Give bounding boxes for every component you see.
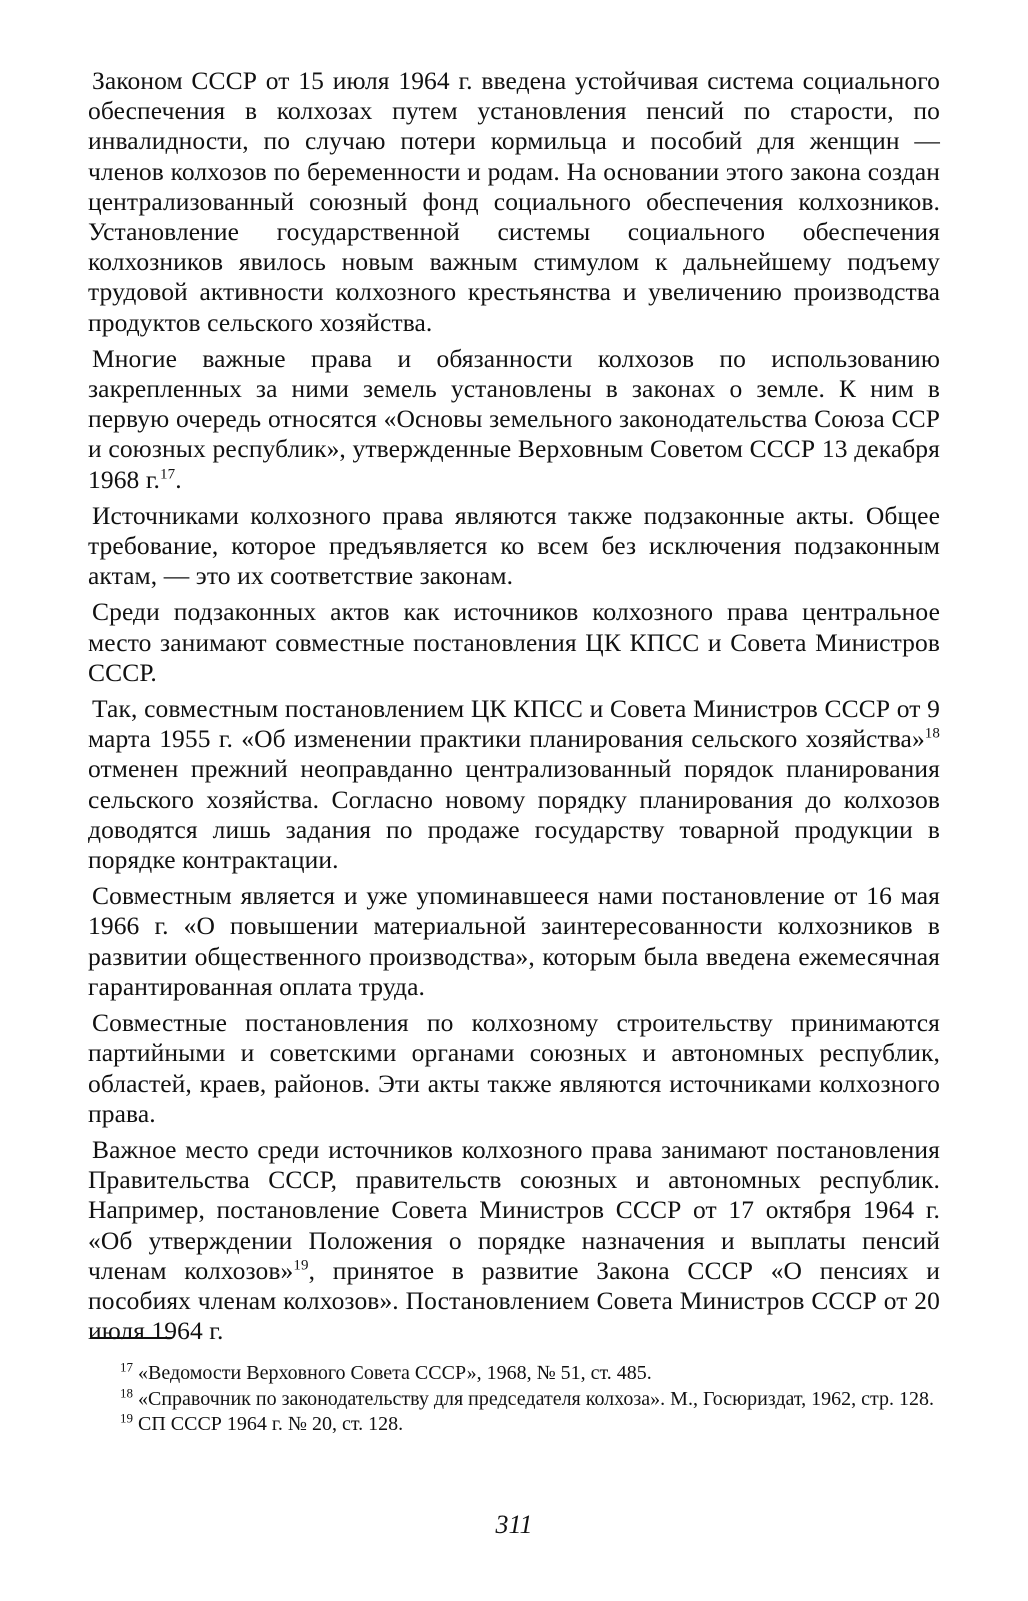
footnote-18-number: 18 [120,1384,133,1400]
footnote-ref-19[interactable]: 19 [293,1257,309,1274]
paragraph-4-text: Среди подзаконных актов как источников колхозного права центральное место занимают совместные постановления ЦК КПСС и Совета Министров СССР. [88,597,940,687]
paragraph-1 [88,66,940,338]
paragraph-2-after: . [175,464,182,494]
footnote-19 [92,1410,940,1437]
paragraph-6-text: Совместным является и уже упоминавшееся нами постановление от 16 мая 1966 г. «О повышении материальной заинтересованности колхозников в развитии общественного производства», которым была введена ежемесячная гарантированная оплата труда. [88,881,940,1001]
paragraph-8-text: Важное место среди источников колхозного права занимают постановления Правительства СССР, правительств союзных и автономных республик. Например, постановление Совета Министров СССР от 17 октября 1964 г. «Об утверждении Положения о порядке назначения и выплаты пенсий членам колхозов» [88,1134,940,1285]
paragraph-4 [88,597,940,688]
paragraph-3-text: Источниками колхозного права являются также подзаконные акты. Общее требование, которое предъявляется ко всем без исключения подзаконным актам, — это их соответствие законам. [88,500,940,591]
footnote-17-number: 17 [120,1359,133,1375]
footnote-18 [92,1384,940,1412]
paragraph-3 [88,501,940,592]
paragraph-8 [88,1135,940,1346]
footnote-separator [92,1337,172,1339]
paragraph-2-text: Многие важные права и обязанности колхозов по использованию закрепленных за ними земель установлены в законах о земле. К ним в первую очередь относятся «Основы земельного законодательства Союза ССР и союзных республик», утвержденные Верховным Советом СССР 13 декабря 1968 г. [88,343,940,494]
paragraph-6 [88,881,940,1002]
main-text [88,66,940,1352]
paragraph-7-text: Совместные постановления по колхозному строительству принимаются партийными и советскими органами союзных и автономных республик, областей, краев, районов. Эти акты также являются источниками колхозного права. [88,1008,940,1128]
paragraph-5 [88,694,940,875]
footnote-18-text: «Справочник по законодательству для председателя колхоза». М., Госюриздат, 1962, стр. 128. [138,1387,934,1410]
paragraph-8-after: , принятое в развитие Закона СССР «О пенсиях и пособиях членам колхозов». Постановлением Совета Министров СССР от 20 июля 1964 г. [88,1255,940,1346]
footnote-ref-18[interactable]: 18 [924,725,940,742]
footnote-17 [92,1359,940,1386]
footnote-19-number: 19 [120,1410,133,1426]
paragraph-5-text: Так, совместным постановлением ЦК КПСС и Совета Министров СССР от 9 марта 1955 г. «Об изменении практики планирования сельского хозяйства» [88,694,940,754]
footnote-19-text: СП СССР 1964 г. № 20, ст. 128. [138,1413,404,1435]
footnote-ref-17[interactable]: 17 [160,466,176,483]
page-number: 311 [495,1510,533,1539]
footnote-17-text: «Ведомости Верховного Совета СССР», 1968, № 51, ст. 485. [138,1362,652,1384]
paragraph-1-text: Законом СССР от 15 июля 1964 г. введена устойчивая система социального обеспечения в колхозах путем установления пенсий по старости, по инвалидности, по случаю потери кормильца и пособий для женщин — членов колхозов по беременности и родам. На основании этого закона создан централизованный союзный фонд социального обеспечения колхозников. Установление государственной системы социального обеспечения колхозников явилось новым важным стимулом к дальнейшему подъему трудовой активности колхозного крестьянства и увеличению производства продуктов сельского хозяйства. [88,66,940,337]
paragraph-2 [88,344,940,495]
footnotes [92,1359,940,1439]
paragraph-7 [88,1008,940,1129]
paragraph-5-after: отменен прежний неоправданно централизованный порядок планирования сельского хозяйства. Согласно новому порядку планирования до колхозов доводятся лишь задания по продаже государству товарной продукции в порядке контрактации. [88,754,940,875]
